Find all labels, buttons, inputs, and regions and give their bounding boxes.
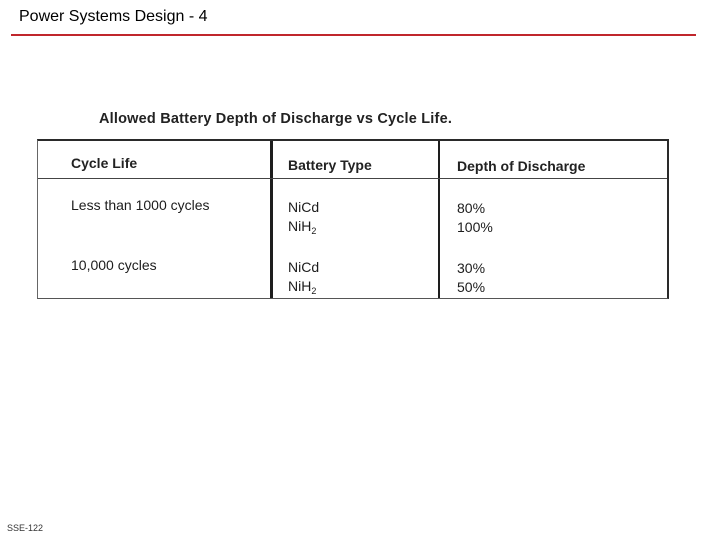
battery-type-name: NiCd (288, 259, 320, 275)
scanned-table-figure (37, 103, 669, 303)
table-heading: Allowed Battery Depth of Discharge vs Cycle Life. (99, 111, 453, 127)
cycle-life-cell: 10,000 cycles (71, 257, 157, 273)
battery-type-name: NiH (288, 278, 312, 294)
header-cycle-life: Cycle Life (71, 155, 138, 171)
battery-type-cell (288, 276, 316, 301)
battery-type-cell (288, 197, 319, 217)
column-divider (438, 141, 440, 298)
subscript: 2 (311, 286, 317, 296)
column-divider (270, 141, 273, 298)
slide-title: Power Systems Design - 4 (19, 8, 208, 25)
battery-type-cell (288, 257, 319, 277)
depth-cell: 50% (457, 279, 486, 295)
slide-footer: SSE-122 (7, 523, 44, 533)
depth-cell: 30% (457, 260, 486, 276)
discharge-table (37, 139, 669, 299)
header-rule (38, 178, 667, 179)
battery-type-name: NiCd (288, 199, 320, 215)
subscript: 2 (311, 226, 317, 236)
depth-cell: 80% (457, 200, 486, 216)
depth-cell: 100% (457, 219, 493, 235)
battery-type-name: NiH (288, 218, 312, 234)
battery-type-cell (288, 216, 316, 241)
header-battery-type: Battery Type (288, 157, 372, 173)
title-divider (11, 34, 696, 36)
cycle-life-cell: Less than 1000 cycles (71, 197, 210, 213)
header-depth-of-discharge: Depth of Discharge (457, 158, 586, 174)
